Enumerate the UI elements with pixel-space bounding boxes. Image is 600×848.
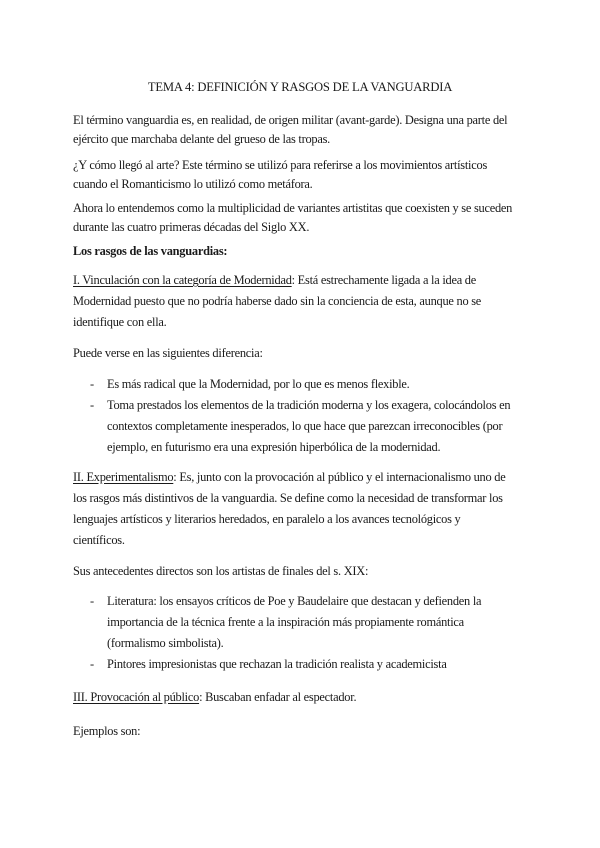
- text-line: los rasgos más distintivos de la vanguardia. Se define como la necesidad de transformar los: [73, 491, 503, 505]
- ejemplos-text: Ejemplos son:: [73, 724, 141, 738]
- text-line: : Es, junto con la provocación al público y el internacionalismo uno de: [173, 470, 506, 484]
- section-2-label: II. Experimentalismo: [73, 470, 174, 484]
- text-line: : Está estrechamente ligada a la idea de: [291, 273, 477, 287]
- text-line: científicos.: [73, 533, 125, 547]
- list-dash: -: [90, 657, 94, 671]
- section-2-paragraph: [73, 467, 528, 551]
- text-line: lenguajes artísticos y literarios heredados, en paralelo a los avances tecnológicos y: [73, 512, 461, 526]
- intro-paragraph-3: [73, 199, 528, 237]
- text-line: (formalismo simbolista).: [107, 636, 224, 650]
- section-2-subtext: Sus antecedentes directos son los artistas de finales del s. XIX:: [73, 564, 369, 578]
- text-line: Ahora lo entendemos como la multiplicidad de variantes artistitas que coexisten y se suceden: [73, 201, 513, 215]
- text-line: Es más radical que la Modernidad, por lo que es menos flexible.: [107, 377, 410, 391]
- section-1-subtext: Puede verse en las siguientes diferencia:: [73, 346, 263, 360]
- text-line: durante las cuatro primeras décadas del Siglo XX.: [73, 220, 310, 234]
- list-dash: -: [90, 398, 94, 412]
- text-line: identifique con ella.: [73, 315, 167, 329]
- text-line: importancia de la técnica frente a la inspiración más propiamente romántica: [107, 615, 464, 629]
- list-dash: -: [90, 594, 94, 608]
- intro-paragraph-2: [73, 156, 528, 194]
- text-line: ¿Y cómo llegó al arte? Este término se utilizó para referirse a los movimientos artísticos: [73, 158, 488, 172]
- section-3-label: III. Provocación al público: [73, 690, 200, 704]
- section-1-paragraph: [73, 270, 528, 333]
- text-line: cuando el Romanticismo lo utilizó como metáfora.: [73, 177, 313, 191]
- text-line: Literatura: los ensayos críticos de Poe y Baudelaire que destacan y defienden la: [107, 594, 482, 608]
- text-line: Toma prestados los elementos de la tradición moderna y los exagera, colocándolos en: [107, 398, 511, 412]
- text-line: Pintores impresionistas que rechazan la tradición realista y academicista: [107, 657, 447, 671]
- text-line: ejército que marchaba delante del grueso de las tropas.: [73, 132, 331, 146]
- intro-paragraph-1: [73, 111, 528, 149]
- section-3-paragraph: [73, 688, 528, 707]
- text-line: contextos completamente inesperados, lo que hace que parezcan irreconocibles (por: [107, 419, 503, 433]
- section-1-label: I. Vinculación con la categoría de Modernidad: [73, 273, 292, 287]
- text-line: ejemplo, en futurismo era una expresión hiperbólica de la modernidad.: [107, 440, 441, 454]
- rasgos-heading: Los rasgos de las vanguardias:: [73, 244, 228, 258]
- list-dash: -: [90, 377, 94, 391]
- text-line: : Buscaban enfadar al espectador.: [199, 690, 357, 704]
- text-line: El término vanguardia es, en realidad, de origen militar (avant-garde). Designa una parte del: [73, 113, 508, 127]
- text-line: Modernidad puesto que no podría haberse dado sin la conciencia de esta, aunque no se: [73, 294, 482, 308]
- page-title: TEMA 4: DEFINICIÓN Y RASGOS DE LA VANGUARDIA: [147, 80, 453, 94]
